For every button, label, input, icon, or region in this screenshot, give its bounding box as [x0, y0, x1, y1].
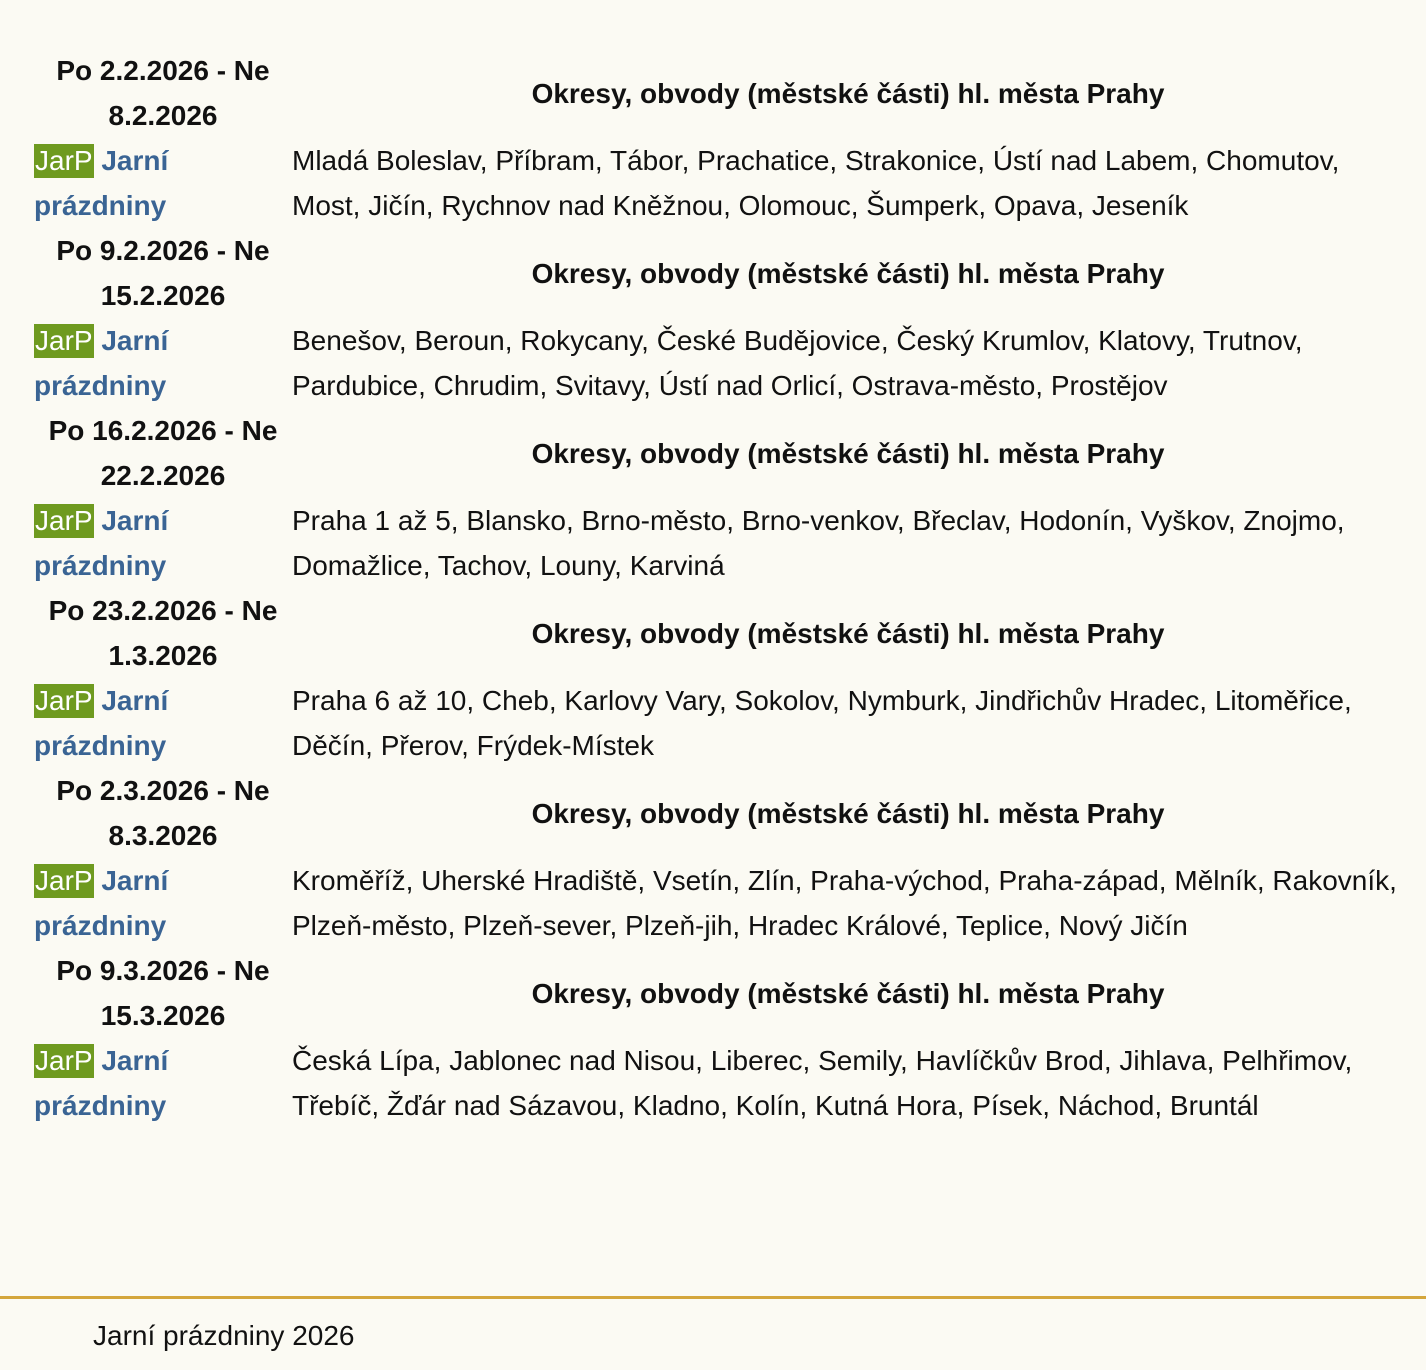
schedule-table	[34, 48, 1404, 1128]
column-header: Okresy, obvody (městské části) hl. města Prahy	[531, 617, 1165, 649]
column-header: Okresy, obvody (městské části) hl. města Prahy	[531, 257, 1165, 289]
period-header-row	[34, 228, 1404, 318]
district-list: Benešov, Beroun, Rokycany, České Budějovice, Český Krumlov, Klatovy, Trutnov, Pardubice, Chrudim, Svitavy, Ústí nad Orlicí, Ostrava-město, Prostějov	[292, 325, 1303, 401]
period-header-row	[34, 48, 1404, 138]
holiday-badge: JarP	[35, 145, 93, 176]
holiday-link[interactable]: Jarní prázdniny	[34, 145, 169, 221]
period-detail-row	[34, 678, 1404, 768]
footer-caption: Jarní prázdniny 2026	[93, 1320, 355, 1351]
holiday-badge: JarP	[35, 865, 93, 896]
holiday-link[interactable]: Jarní prázdniny	[34, 1045, 169, 1121]
period-header-row	[34, 588, 1404, 678]
district-list: Mladá Boleslav, Příbram, Tábor, Prachatice, Strakonice, Ústí nad Labem, Chomutov, Most, Jičín, Rychnov nad Kněžnou, Olomouc, Šumperk, Opava, Jeseník	[292, 145, 1340, 221]
holiday-schedule	[34, 48, 1404, 1128]
period-header-row	[34, 948, 1404, 1038]
holiday-link[interactable]: Jarní prázdniny	[34, 685, 169, 761]
holiday-link[interactable]: Jarní prázdniny	[34, 865, 169, 941]
holiday-badge: JarP	[35, 1045, 93, 1076]
period-date: Po 23.2.2026 - Ne 1.3.2026	[48, 595, 278, 671]
period-detail-row	[34, 1038, 1404, 1128]
period-detail-row	[34, 138, 1404, 228]
holiday-type-cell	[34, 138, 292, 228]
holiday-type-cell	[34, 498, 292, 588]
column-header: Okresy, obvody (městské části) hl. města Prahy	[531, 77, 1165, 109]
period-header-row	[34, 408, 1404, 498]
holiday-type-cell	[34, 1038, 292, 1128]
holiday-link[interactable]: Jarní prázdniny	[34, 505, 169, 581]
holiday-type-cell	[34, 678, 292, 768]
schedule-body	[34, 48, 1404, 1128]
district-list: Praha 6 až 10, Cheb, Karlovy Vary, Sokolov, Nymburk, Jindřichův Hradec, Litoměřice, Děčín, Přerov, Frýdek-Místek	[292, 685, 1352, 761]
holiday-type-cell	[34, 318, 292, 408]
column-header: Okresy, obvody (městské části) hl. města Prahy	[531, 797, 1165, 829]
holiday-type-cell	[34, 858, 292, 948]
district-list: Praha 1 až 5, Blansko, Brno-město, Brno-venkov, Břeclav, Hodonín, Vyškov, Znojmo, Domažlice, Tachov, Louny, Karviná	[292, 505, 1345, 581]
holiday-link[interactable]: Jarní prázdniny	[34, 325, 169, 401]
holiday-badge: JarP	[35, 685, 93, 716]
footer-divider	[0, 1296, 1426, 1299]
period-date: Po 2.3.2026 - Ne 8.3.2026	[56, 775, 270, 851]
column-header: Okresy, obvody (městské části) hl. města Prahy	[531, 437, 1165, 469]
period-date: Po 16.2.2026 - Ne 22.2.2026	[48, 415, 278, 491]
district-list: Česká Lípa, Jablonec nad Nisou, Liberec, Semily, Havlíčkův Brod, Jihlava, Pelhřimov, Třebíč, Žďár nad Sázavou, Kladno, Kolín, Kutná Hora, Písek, Náchod, Bruntál	[292, 1045, 1353, 1121]
period-header-row	[34, 768, 1404, 858]
period-date: Po 2.2.2026 - Ne 8.2.2026	[56, 55, 270, 131]
district-list: Kroměříž, Uherské Hradiště, Vsetín, Zlín, Praha-východ, Praha-západ, Mělník, Rakovník, Plzeň-město, Plzeň-sever, Plzeň-jih, Hradec Králové, Teplice, Nový Jičín	[292, 865, 1397, 941]
holiday-badge: JarP	[35, 505, 93, 536]
period-detail-row	[34, 318, 1404, 408]
period-detail-row	[34, 498, 1404, 588]
period-date: Po 9.2.2026 - Ne 15.2.2026	[56, 235, 270, 311]
holiday-badge: JarP	[35, 325, 93, 356]
period-date: Po 9.3.2026 - Ne 15.3.2026	[56, 955, 270, 1031]
column-header: Okresy, obvody (městské části) hl. města Prahy	[531, 977, 1165, 1009]
period-detail-row	[34, 858, 1404, 948]
